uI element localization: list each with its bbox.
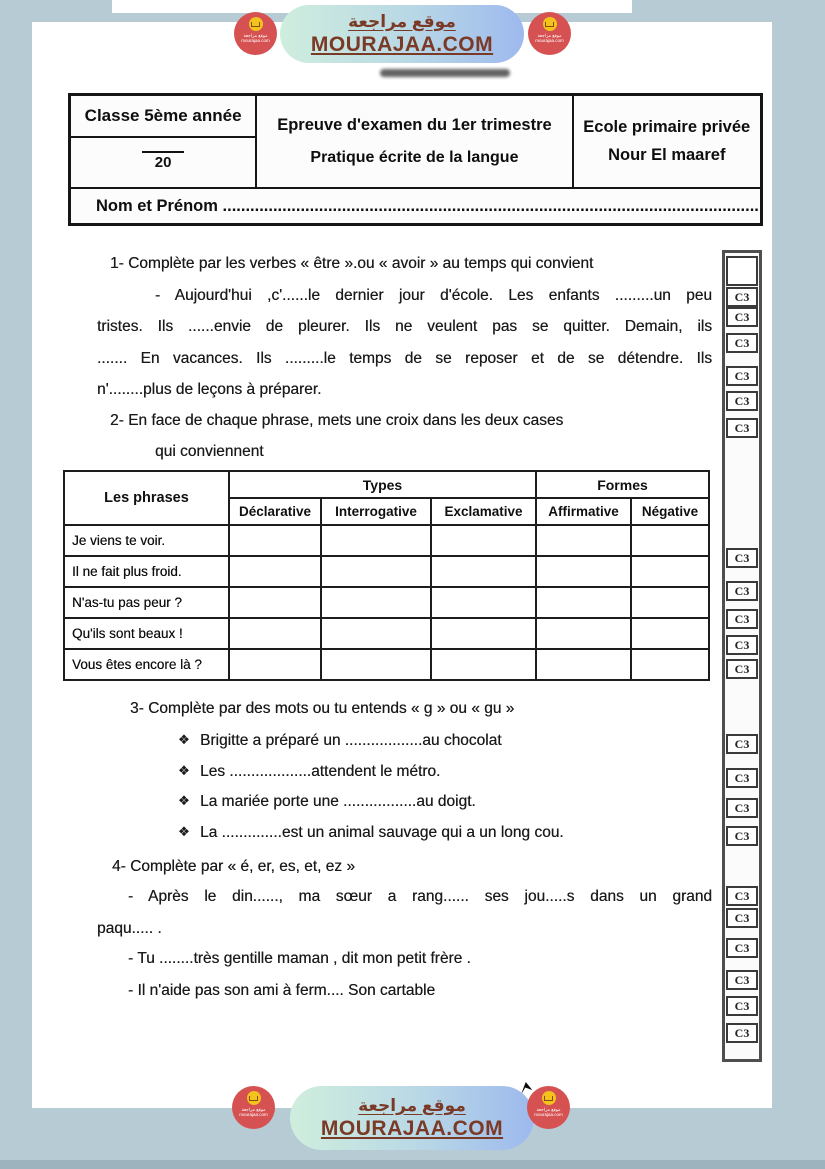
c3-competency-box: C3 — [726, 609, 758, 629]
exam-title-line1: Epreuve d'examen du 1er trimestre — [277, 116, 552, 134]
c3-competency-box: C3 — [726, 734, 758, 754]
bottom-left-logo-badge — [232, 1086, 275, 1129]
croix-cell — [431, 525, 536, 556]
ex4-line-2: paqu..... . — [97, 920, 162, 937]
c3-competency-box: C3 — [726, 970, 758, 990]
badge-text-arabic: موقع مراجعة — [241, 1107, 266, 1112]
croix-cell — [631, 525, 709, 556]
top-left-logo-badge — [234, 12, 277, 55]
col-negative: Négative — [631, 498, 709, 525]
croix-cell — [321, 587, 431, 618]
phrase-cell: Qu'ils sont beaux ! — [64, 618, 229, 649]
empty-competency-box — [726, 256, 758, 286]
c3-competency-box: C3 — [726, 659, 758, 679]
c3-competency-box: C3 — [726, 996, 758, 1016]
croix-cell — [229, 587, 321, 618]
c3-competency-box: C3 — [726, 307, 758, 327]
school-line1: Ecole primaire privée — [583, 118, 751, 136]
croix-cell — [229, 618, 321, 649]
class-label: Classe 5ème année — [70, 95, 257, 138]
ex3-item-1: Brigitte a préparé un ..................au chocolat — [200, 732, 502, 749]
c3-competency-box: C3 — [726, 391, 758, 411]
croix-cell — [631, 649, 709, 680]
book-icon — [249, 17, 263, 31]
c3-competency-box: C3 — [726, 418, 758, 438]
table-row — [64, 649, 709, 680]
site-name-arabic: موقع مراجعة — [358, 1095, 466, 1115]
croix-cell — [321, 556, 431, 587]
exam-title-cell — [256, 95, 572, 189]
scan-smudge — [380, 69, 510, 77]
croix-cell — [536, 649, 631, 680]
phrase-cell: Il ne fait plus froid. — [64, 556, 229, 587]
croix-cell — [321, 525, 431, 556]
phrases-header: Les phrases — [64, 471, 229, 525]
formes-group-header: Formes — [536, 471, 709, 498]
croix-cell — [631, 618, 709, 649]
types-group-header: Types — [229, 471, 536, 498]
ex1-line-4: n'........plus de leçons à préparer. — [97, 381, 322, 398]
c3-competency-box: C3 — [726, 798, 758, 818]
ex3-item-4: La ..............est un animal sauvage qui a un long cou. — [200, 823, 564, 841]
c3-competency-box: C3 — [726, 826, 758, 846]
name-dotted-line: ..................................................................................................................... — [222, 196, 759, 215]
c3-competency-box: C3 — [726, 908, 758, 928]
ex4-line-3: - Tu ........très gentille maman , dit mon petit frère . — [128, 950, 471, 967]
book-icon — [543, 17, 557, 31]
competency-code-strip — [722, 250, 762, 1062]
croix-cell — [431, 618, 536, 649]
col-declarative: Déclarative — [229, 498, 321, 525]
exercise3-title: 3- Complète par des mots ou tu entends « g » ou « gu » — [130, 700, 515, 717]
ex3-item-row — [178, 793, 476, 811]
phrase-cell: Vous êtes encore là ? — [64, 649, 229, 680]
col-affirmative: Affirmative — [536, 498, 631, 525]
ex3-item-2: Les ...................attendent le métro. — [200, 762, 441, 780]
diamond-bullet-icon: ❖ — [178, 823, 190, 839]
diamond-bullet-icon: ❖ — [178, 762, 190, 778]
c3-competency-box: C3 — [726, 1023, 758, 1043]
c3-competency-box: C3 — [726, 366, 758, 386]
badge-text-latin: mourajaa.com — [534, 1112, 563, 1117]
site-name-arabic: موقع مراجعة — [348, 11, 456, 31]
exam-title-line2: Pratique écrite de la langue — [310, 149, 519, 166]
croix-cell — [536, 587, 631, 618]
col-exclamative: Exclamative — [431, 498, 536, 525]
c3-competency-box: C3 — [726, 287, 758, 307]
book-icon — [247, 1091, 261, 1105]
c3-competency-box: C3 — [726, 548, 758, 568]
table-row — [64, 556, 709, 587]
croix-cell — [229, 525, 321, 556]
table-row — [64, 525, 709, 556]
grade-denominator: 20 — [142, 151, 185, 171]
croix-cell — [536, 618, 631, 649]
ex3-item-3: La mariée porte une .................au doigt. — [200, 793, 476, 810]
exam-header-table — [68, 93, 763, 226]
phrase-cell: Je viens te voir. — [64, 525, 229, 556]
badge-text-arabic: موقع مراجعة — [243, 33, 268, 38]
c3-competency-box: C3 — [726, 635, 758, 655]
ex4-line-1: - Après le din......, ma sœur a rang...... ses jou.....s dans un grand — [128, 888, 712, 905]
name-label: Nom et Prénom — [96, 196, 218, 215]
ex1-line-3: ....... En vacances. Ils .........le temps de se reposer et de se détendre. Ils — [97, 350, 712, 367]
croix-cell — [631, 587, 709, 618]
student-name-row — [70, 188, 762, 225]
croix-cell — [631, 556, 709, 587]
croix-cell — [229, 649, 321, 680]
diamond-bullet-icon: ❖ — [178, 732, 190, 747]
ex4-line-4: - Il n'aide pas son ami à ferm.... Son cartable — [128, 982, 436, 999]
c3-competency-box: C3 — [726, 938, 758, 958]
school-line2: Nour El maaref — [608, 146, 726, 164]
exercise2-title-line2: qui conviennent — [155, 443, 264, 460]
school-name-cell — [573, 95, 762, 189]
croix-cell — [431, 556, 536, 587]
bottom-right-logo-badge — [527, 1086, 570, 1129]
c3-competency-box: C3 — [726, 333, 758, 353]
ex3-item-row — [178, 732, 502, 750]
ex3-item-row — [178, 824, 564, 842]
badge-text-latin: mourajaa.com — [241, 38, 270, 43]
croix-cell — [321, 649, 431, 680]
col-interrogative: Interrogative — [321, 498, 431, 525]
badge-text-latin: mourajaa.com — [239, 1112, 268, 1117]
ex1-line-1: - Aujourd'hui ,c'......le dernier jour d'école. Les enfants .........un peu — [155, 287, 712, 304]
c3-competency-box: C3 — [726, 886, 758, 906]
croix-cell — [431, 587, 536, 618]
croix-cell — [536, 525, 631, 556]
c3-competency-box: C3 — [726, 768, 758, 788]
table-row — [64, 587, 709, 618]
exercise4-title: 4- Complète par « é, er, es, et, ez » — [112, 858, 355, 875]
croix-cell — [229, 556, 321, 587]
grade-cell — [70, 137, 257, 188]
c3-competency-box: C3 — [726, 581, 758, 601]
badge-text-latin: mourajaa.com — [535, 38, 564, 43]
phrase-classification-table — [63, 470, 710, 681]
scan-edge-bottom — [0, 1160, 825, 1169]
ex1-line-2: tristes. Ils ......envie de pleurer. Ils ne veulent pas se quitter. Demain, ils — [97, 318, 712, 335]
diamond-bullet-icon: ❖ — [178, 793, 190, 808]
top-banner-pill[interactable] — [280, 5, 524, 63]
badge-text-arabic: موقع مراجعة — [536, 1107, 561, 1112]
table-row — [64, 618, 709, 649]
exercise2-title-line1: 2- En face de chaque phrase, mets une croix dans les deux cases — [110, 412, 564, 429]
croix-cell — [536, 556, 631, 587]
croix-cell — [431, 649, 536, 680]
exercise1-title: 1- Complète par les verbes « être ».ou « avoir » au temps qui convient — [110, 255, 594, 272]
bottom-banner-pill[interactable] — [290, 1086, 534, 1150]
croix-cell — [321, 618, 431, 649]
top-right-logo-badge — [528, 12, 571, 55]
badge-text-arabic: موقع مراجعة — [537, 33, 562, 38]
site-name-latin: MOURAJAA.COM — [310, 32, 494, 56]
ex3-item-row — [178, 763, 440, 781]
book-icon — [542, 1091, 556, 1105]
site-name-latin: MOURAJAA.COM — [320, 1116, 504, 1140]
phrase-cell: N'as-tu pas peur ? — [64, 587, 229, 618]
